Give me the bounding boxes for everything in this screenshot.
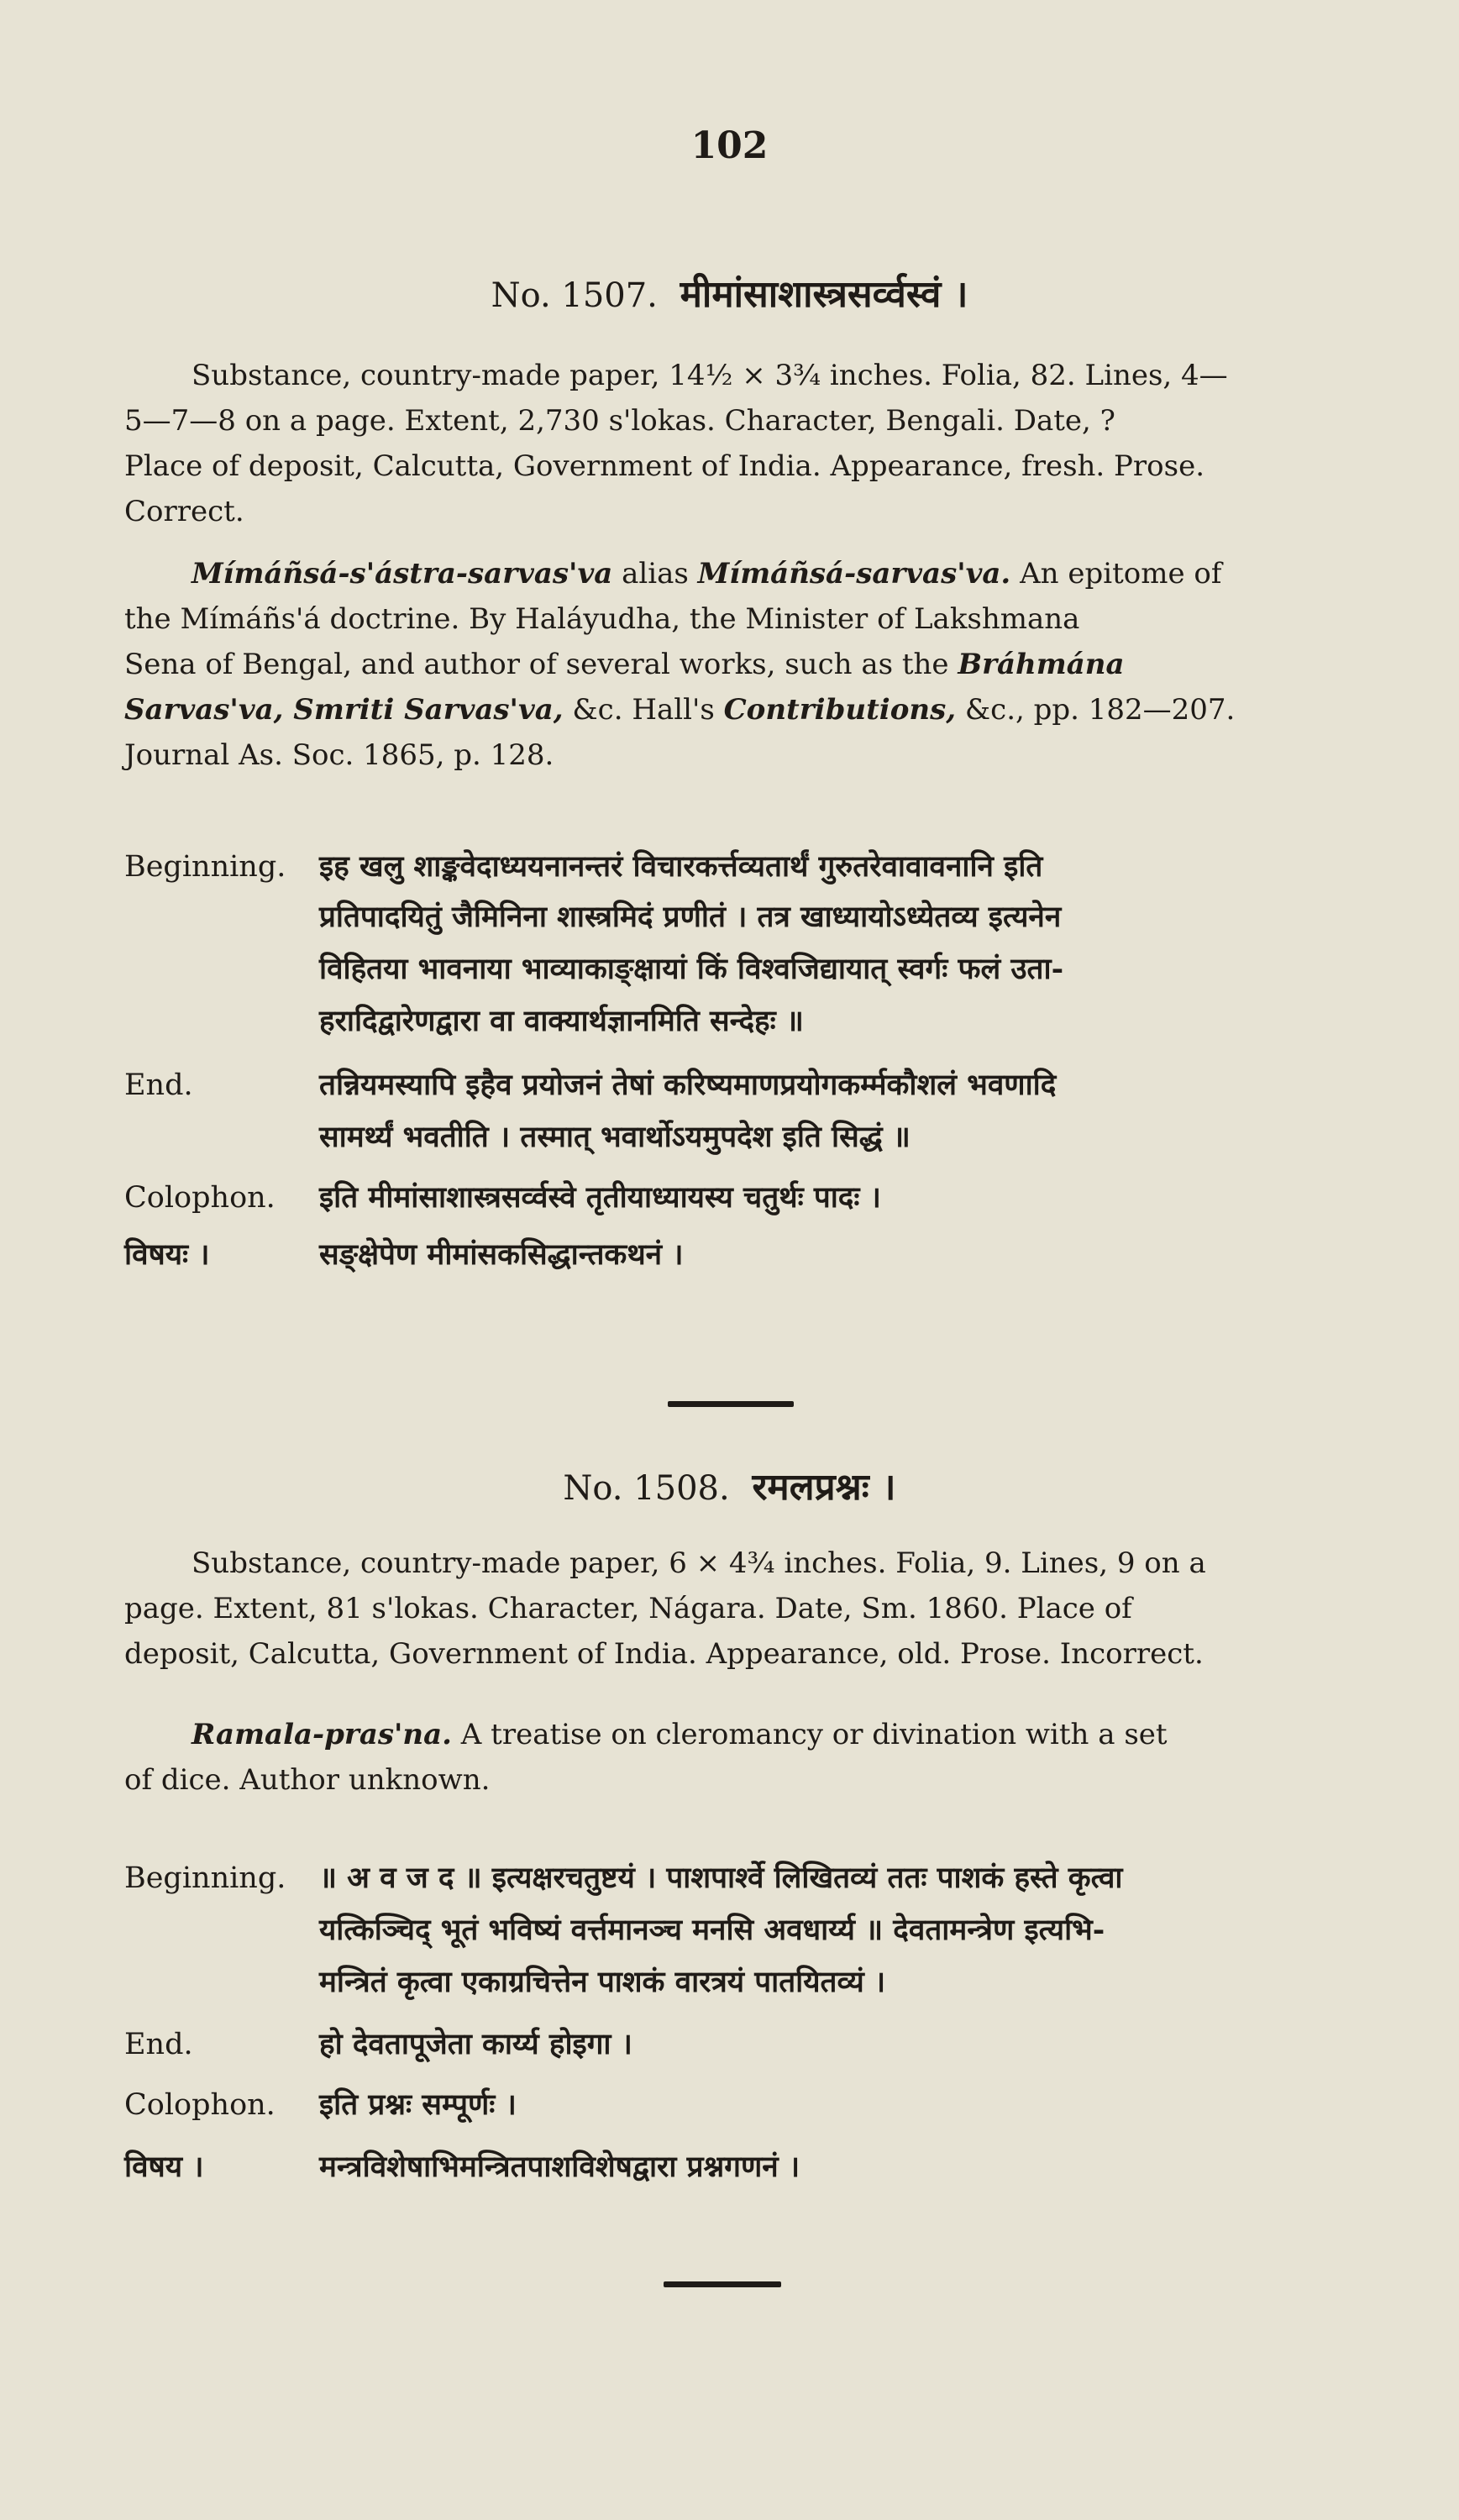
end-line: हो देवतापूजेता कार्य्य होइगा । — [319, 2027, 632, 2061]
entry-1508-heading — [0, 1460, 1459, 1510]
entry-1507-summary — [124, 551, 1372, 778]
section-divider — [668, 1401, 794, 1407]
page-number: 102 — [690, 124, 769, 167]
end-label: End. — [124, 2028, 193, 2061]
summary-text: A treatise on cleromancy or divination with a set — [460, 1718, 1168, 1751]
summary-text: &c., pp. 182—207. — [964, 693, 1236, 727]
beginning-line: इह खलु शाङ्कवेदाध्ययनानन्तरं विचारकर्त्तव्यतार्थं गुरुतरेवावावनानि इति — [319, 849, 1043, 884]
end-label: End. — [124, 1068, 193, 1102]
beginning-line: यत्किञ्चिद् भूतं भविष्यं वर्त्तमानञ्च मनसि अवधार्य्य ॥ देवतामन्त्रेण इत्यभि- — [319, 1913, 1105, 1947]
beginning-line: ॥ अ व ज द ॥ इत्यक्षरचतुष्टयं । पाशपार्श्वे लिखितव्यं ततः पाशकं हस्ते कृत्वा — [319, 1861, 1123, 1895]
alias-word: alias — [622, 557, 689, 591]
subject-label: विषयः । — [124, 1237, 210, 1272]
description-line: Substance, country-made paper, 6 × 4¾ inches. Folia, 9. Lines, 9 on a — [192, 1546, 1206, 1580]
description-line: Substance, country-made paper, 14½ × 3¾ inches. Folia, 82. Lines, 4— — [192, 359, 1228, 392]
entry-1508-summary — [124, 1712, 1372, 1803]
beginning-line: हरादिद्वारेणद्वारा वा वाक्यार्थज्ञानमिति सन्देहः ॥ — [319, 1004, 804, 1038]
entry-title: मीमांसाशास्त्रसर्व्वस्वं । — [680, 273, 968, 316]
description-line: deposit, Calcutta, Government of India. Appearance, old. Prose. Incorrect. — [124, 1637, 1204, 1671]
entry-title: रमलप्रश्नः । — [752, 1466, 896, 1509]
summary-italic: Bráhmána — [958, 648, 1125, 681]
work-alias: Mímáñsá-sarvas'va. — [697, 557, 1011, 591]
colophon-text: इति मीमांसाशास्त्रसर्व्वस्वे तृतीयाध्यायस्य चतुर्थः पादः । — [319, 1180, 881, 1215]
subject-text: सङ्क्षेपेण मीमांसकसिद्धान्तकथनं । — [319, 1237, 684, 1272]
summary-line: Journal As. Soc. 1865, p. 128. — [124, 738, 554, 772]
colophon-text: इति प्रश्नः सम्पूर्णः । — [319, 2087, 517, 2122]
summary-italic: Sarvas'va, Smriti Sarvas'va, — [124, 693, 564, 727]
beginning-line: मन्त्रितं कृत्वा एकाग्रचित्तेन पाशकं वारत्रयं पातयितव्यं । — [319, 1965, 886, 1999]
beginning-label: Beginning. — [124, 850, 286, 884]
beginning-line: विहितया भावनाया भाव्याकाङ्क्षायां किं विश्वजिद्यायात् स्वर्गः फलं उता- — [319, 952, 1064, 986]
summary-text: Sena of Bengal, and author of several works, such as the — [124, 648, 949, 681]
description-line: Correct. — [124, 495, 244, 528]
beginning-line: प्रतिपादयितुं जैमिनिना शास्त्रमिदं प्रणीतं । तत्र खाध्यायोऽध्येतव्य इत्यनेन — [319, 900, 1062, 934]
description-line: Place of deposit, Calcutta, Government of India. Appearance, fresh. Prose. — [124, 449, 1205, 483]
work-title: Ramala-pras'na. — [192, 1718, 452, 1751]
end-line: सामर्थ्यं भवतीति । तस्मात् भवार्थोऽयमुपदेश इति सिद्धं ॥ — [319, 1120, 911, 1154]
beginning-label: Beginning. — [124, 1861, 286, 1895]
entry-number: No. 1507. — [491, 276, 658, 315]
section-divider — [664, 2281, 781, 2287]
entry-1507-heading — [0, 267, 1459, 318]
description-line: page. Extent, 81 s'lokas. Character, Nágara. Date, Sm. 1860. Place of — [124, 1592, 1132, 1625]
description-line: 5—7—8 on a page. Extent, 2,730 s'lokas. Character, Bengali. Date, ? — [124, 404, 1115, 438]
end-line: तन्नियमस्यापि इहैव प्रयोजनं तेषां करिष्यमाणप्रयोगकर्म्मकौशलं भवणादि — [319, 1068, 1057, 1102]
summary-text: &c. Hall's — [572, 693, 715, 727]
colophon-label: Colophon. — [124, 2088, 276, 2122]
summary-text: An epitome of — [1020, 557, 1222, 591]
work-title: Mímáñsá-s'ástra-sarvas'va — [192, 557, 613, 591]
summary-italic: Contributions, — [723, 693, 957, 727]
subject-label: विषय । — [124, 2150, 204, 2184]
colophon-label: Colophon. — [124, 1181, 276, 1215]
subject-text: मन्त्रविशेषाभिमन्त्रितपाशविशेषद्वारा प्रश्नगणनं । — [319, 2150, 800, 2184]
entry-1507-description — [124, 353, 1372, 534]
entry-1508-description — [124, 1541, 1372, 1677]
summary-line: of dice. Author unknown. — [124, 1763, 491, 1797]
summary-line: the Mímáñs'á doctrine. By Haláyudha, the Minister of Lakshmana — [124, 602, 1080, 636]
entry-number: No. 1508. — [563, 1469, 730, 1508]
